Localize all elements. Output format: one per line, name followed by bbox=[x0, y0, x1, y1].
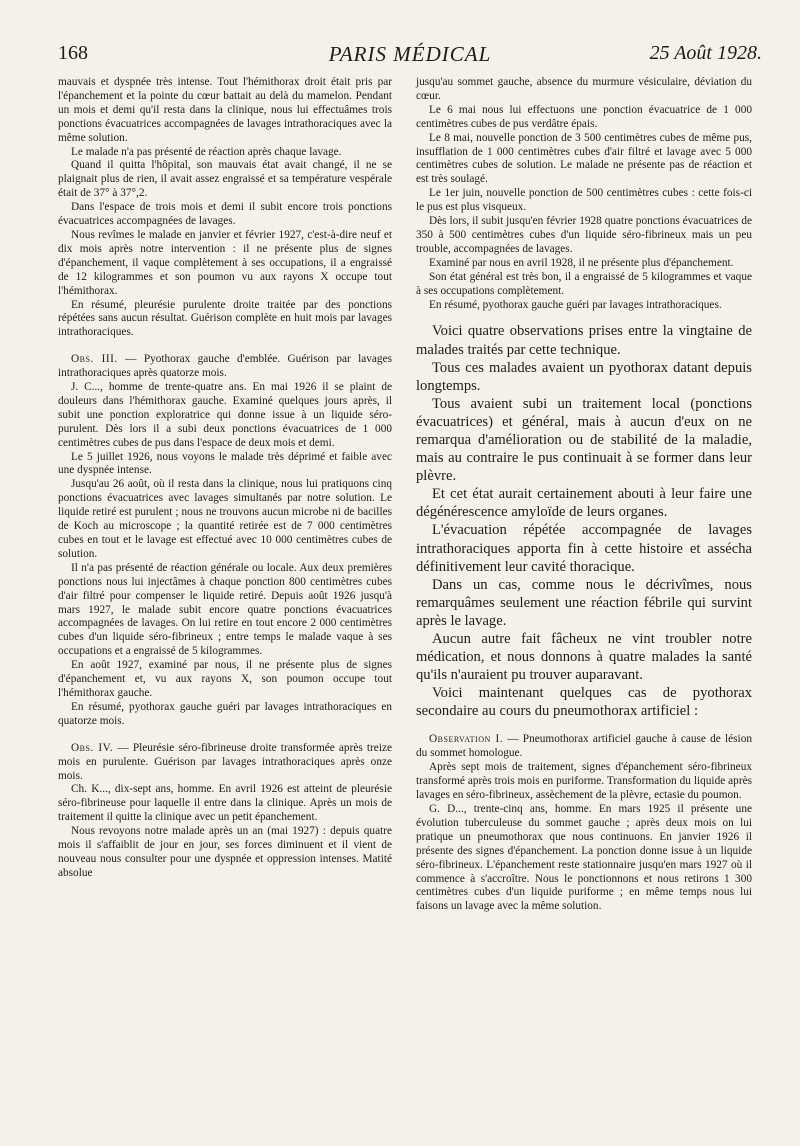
paragraph bbox=[58, 783, 392, 825]
paragraph-text: Le 1er juin, nouvelle ponction de 500 centimètres cubes : cette fois-ci le pus est plus visqueux. bbox=[416, 187, 752, 214]
journal-title: PARIS MÉDICAL bbox=[328, 42, 492, 66]
paragraph-text: Nous revoyons notre malade après un an (mai 1927) : depuis quatre mois il s'affaiblit de jour en jour, ses forces diminuent et il vient de nouveau nous consulter pour une dyspnée et oppression intenses. Matité absolue bbox=[58, 825, 392, 879]
paragraph-text: Jusqu'au 26 août, où il resta dans la clinique, nous lui pratiquons cinq ponctions évacuatrices avec lavages simultanés par notre solution. Le liquide retiré est purulent ; nous ne trouvons aucun microbe ni de bacilles de Koch au microscope ; la quantité retirée est de 7 000 centimètres cubes en tout et le lavage est effectué avec 10 000 centimètres cubes de solution. bbox=[58, 478, 392, 560]
paragraph bbox=[416, 576, 752, 630]
paragraph-text: En résumé, pyothorax gauche guéri par lavages intrathoraciques. bbox=[429, 298, 722, 311]
paragraph-text: Voici quatre observations prises entre la vingtaine de malades traités par cette technique. bbox=[416, 323, 752, 358]
paragraph bbox=[58, 159, 392, 201]
paragraph-text: En résumé, pyothorax gauche guéri par lavages intrathoraciques en quatorze mois. bbox=[58, 700, 392, 727]
paragraph bbox=[416, 359, 752, 395]
page-header bbox=[58, 42, 762, 70]
paragraph-text: Tous ces malades avaient un pyothorax datant depuis longtemps. bbox=[416, 359, 752, 394]
paragraph-text: Le 8 mai, nouvelle ponction de 3 500 centimètres cubes de même pus, insufflation de 1 000 centimètres cubes d'air filtré et lavage avec 5 000 centimètres cubes de solution. Le malade ne présente pas de réaction et est très soulagé. bbox=[416, 131, 752, 186]
paragraph-text: L'évacuation répétée accompagnée de lavages intrathoraciques apporta fin à cette histoire et asséchа définitivement leur cavité thoracique. bbox=[416, 522, 752, 575]
paragraph bbox=[416, 521, 752, 575]
paragraph-text: Dans l'espace de trois mois et demi il subit encore trois ponctions évacuatrices accompagnées de lavages. bbox=[58, 201, 392, 228]
paragraph bbox=[416, 257, 752, 271]
paragraph-text: Son état général est très bon, il a engraissé de 5 kilogrammes et vaque à ses occupations complètement. bbox=[416, 270, 752, 297]
paragraph-text: Après sept mois de traitement, signes d'épanchement séro-fibrineux transformé après trois mois en puriforme. Transformation du liquide après lavages en séro-fibrineux, assèchement de la plèvre, ectasie du poumon. bbox=[416, 761, 752, 802]
paragraph-text: Ch. K..., dix-sept ans, homme. En avril 1926 est atteint de pleurésie séro-fibrineuse pour laquelle il entre dans la clinique. Après un mois de traitement il quitte la clinique avec un petit épanchement. bbox=[58, 783, 392, 824]
observation-label: Obs. III. bbox=[71, 353, 118, 366]
paragraph bbox=[58, 478, 392, 561]
paragraph bbox=[58, 562, 392, 659]
paragraph bbox=[416, 395, 752, 485]
paragraph bbox=[416, 271, 752, 299]
paragraph bbox=[416, 104, 752, 132]
observation-label: Obs. IV. bbox=[71, 741, 114, 754]
paragraph bbox=[416, 187, 752, 215]
paragraph-text: jusqu'au sommet gauche, absence du murmure vésiculaire, déviation du cœur. bbox=[416, 76, 752, 102]
summary-paragraphs bbox=[416, 322, 752, 720]
paragraph-text: Le malade n'a pas présenté de réaction après chaque lavage. bbox=[71, 145, 342, 158]
paragraph-text: Nous revîmes le malade en janvier et février 1927, c'est-à-dire neuf et dix mois après notre intervention : il ne présente plus de signes d'épanchement, il vaque complètement à ses occupations, il a engraissé de 12 kilogrammes et son poumon vu aux rayons X occupe tout l'hémithorax. bbox=[58, 228, 392, 297]
paragraph-text: En août 1927, examiné par nous, il ne présente plus de signes d'épanchement et, vu aux rayons X, son poumon occupe tout l'hémithorax gauche. bbox=[58, 659, 392, 699]
paragraph-text: mauvais et dyspnée très intense. Tout l'hémithorax droit était pris par l'épanchement et la pointe du cœur battait au delà du mamelon. Pendant un mois et demi qu'il resta dans la clinique, nous lui effectuâmes trois ponctions évacuatrices accompagnées de lavages intrathoraciques avec la même solution. bbox=[58, 76, 392, 144]
paragraph-text: Aucun autre fait fâcheux ne vint troubler notre médication, et nous donnons à quatre malades la santé qu'ils n'auraient pu trouver auparavant. bbox=[416, 631, 752, 684]
page-number: 168 bbox=[58, 42, 88, 64]
left-column bbox=[58, 76, 392, 881]
paragraph bbox=[416, 322, 752, 358]
paragraph-text: Le 5 juillet 1926, nous voyons le malade très déprimé et faible avec une dyspnée intense. bbox=[58, 450, 392, 477]
paragraph-text: Et cet état aurait certainement abouti à leur faire une dégénérescence amyloïde de leurs organes. bbox=[416, 486, 752, 521]
paragraph bbox=[416, 299, 752, 313]
paragraph bbox=[416, 761, 752, 803]
paragraph bbox=[58, 381, 392, 451]
paragraph bbox=[58, 76, 392, 146]
paragraph-text: — Pleurésie séro-fibrineuse droite transformée après treize mois en purulente. Guérison par lavages intrathoraciques après onze mois. bbox=[58, 741, 392, 782]
right-column bbox=[416, 76, 752, 914]
issue-date: 25 Août 1928. bbox=[649, 42, 762, 64]
paragraph bbox=[416, 684, 752, 720]
paragraph bbox=[416, 215, 752, 257]
paragraph-text: — Pneumothorax artificiel gauche à cause de lésion du sommet homologue. bbox=[416, 733, 752, 760]
paragraph-text: Le 6 mai nous lui effectuons une ponction évacuatrice de 1 000 centimètres cubes de pus verdâtre épais. bbox=[416, 103, 752, 130]
paragraph bbox=[58, 451, 392, 479]
observation-heading bbox=[58, 742, 392, 784]
paragraph-text: — Pyothorax gauche d'emblée. Guérison par lavages intrathoraciques après quatorze mois. bbox=[58, 353, 392, 380]
paragraph bbox=[58, 229, 392, 299]
paragraph bbox=[416, 76, 752, 104]
paragraph-text: Il n'a pas présenté de réaction générale ou locale. Aux deux premières ponctions nous lui injectâmes à chaque ponction 800 centimètres cubes d'air filtré pour compenser le liquide retiré. Depuis août 1926 jusqu'à mars 1927, le malade subit encore quatre ponctions évacuatrices accompagnées de lavages. On lui retire en tout encore 2 000 centimètres cubes d'un liquide séro-fibrineux ; entre temps le malade vaque à ses occupations et a engraissé de 5 kilogrammes. bbox=[58, 561, 392, 658]
paragraph-text: Dès lors, il subit jusqu'en février 1928 quatre ponctions évacuatrices de 350 à 500 centimètres cubes d'un liquide séro-fibrineux mais un peu trouble, accompagnées de lavages. bbox=[416, 215, 752, 255]
observation-heading bbox=[58, 353, 392, 381]
paragraph bbox=[416, 132, 752, 188]
paragraph-text: J. C..., homme de trente-quatre ans. En mai 1926 il se plaint de douleurs dans l'hémithorax gauche. Examiné quelques jours après, il subit une ponction exploratrice qui donne issue à un liquide séro-purulent. Dès lors il a subi deux ponctions évacuatrices de 1 000 centimètres cubes de pus dans l'espace de deux mois et demi. bbox=[58, 381, 392, 449]
paragraph bbox=[416, 803, 752, 914]
paragraph-text: Voici maintenant quelques cas de pyothorax secondaire au cours du pneumothorax artificiel : bbox=[416, 685, 752, 720]
paragraph bbox=[416, 485, 752, 521]
paragraph bbox=[58, 201, 392, 229]
observation-heading bbox=[416, 733, 752, 761]
paragraph-text: Dans un cas, comme nous le décrivîmes, nous remarquâmes seulement une réaction fébrile qui survint après le lavage. bbox=[416, 576, 752, 629]
paragraph bbox=[58, 659, 392, 701]
paragraph bbox=[58, 299, 392, 341]
paragraph-text: Tous avaient subi un traitement local (ponctions évacuatrices) et général, mais à aucun d'eux on ne remarqua d'amélioration ou de stabilité de la maladie, mais au contraire le pus continuait à se former dans leur plèvre. bbox=[416, 395, 752, 485]
paragraph bbox=[58, 701, 392, 729]
paragraph bbox=[58, 825, 392, 881]
paragraph bbox=[416, 630, 752, 684]
paragraph-text: Examiné par nous en avril 1928, il ne présente plus d'épanchement. bbox=[429, 256, 734, 269]
observation-label: Observation I. bbox=[429, 733, 504, 746]
paragraph-text: Quand il quitta l'hôpital, son mauvais état avait changé, il ne se plaignait plus de rien, il avait assez engraissé et sa température vespérale était de 37° à 37°,2. bbox=[58, 159, 392, 200]
paragraph bbox=[58, 146, 392, 160]
paragraph-text: En résumé, pleurésie purulente droite traitée par des ponctions répétées sans aucun résultat. Guérison complète en huit mois par lavages intrathoraciques. bbox=[58, 298, 392, 339]
paragraph-text: G. D..., trente-cinq ans, homme. En mars 1925 il présente une évolution tuberculeuse du sommet gauche ; après deux mois on lui pratique un pneumothorax que nous continuons. En janvier 1926 il présente des signes d'épanchement. La ponction donne issue à un liquide séro-fibrineux. L'épanchement reste stationnaire jusqu'en mars 1927 où il commence à s'accroître. Nous le ponctionnons et nous retirons 1 300 centimètres cubes d'un liquide puriforme ; en même temps nous lui faisons un lavage avec la même solution. bbox=[416, 803, 752, 913]
